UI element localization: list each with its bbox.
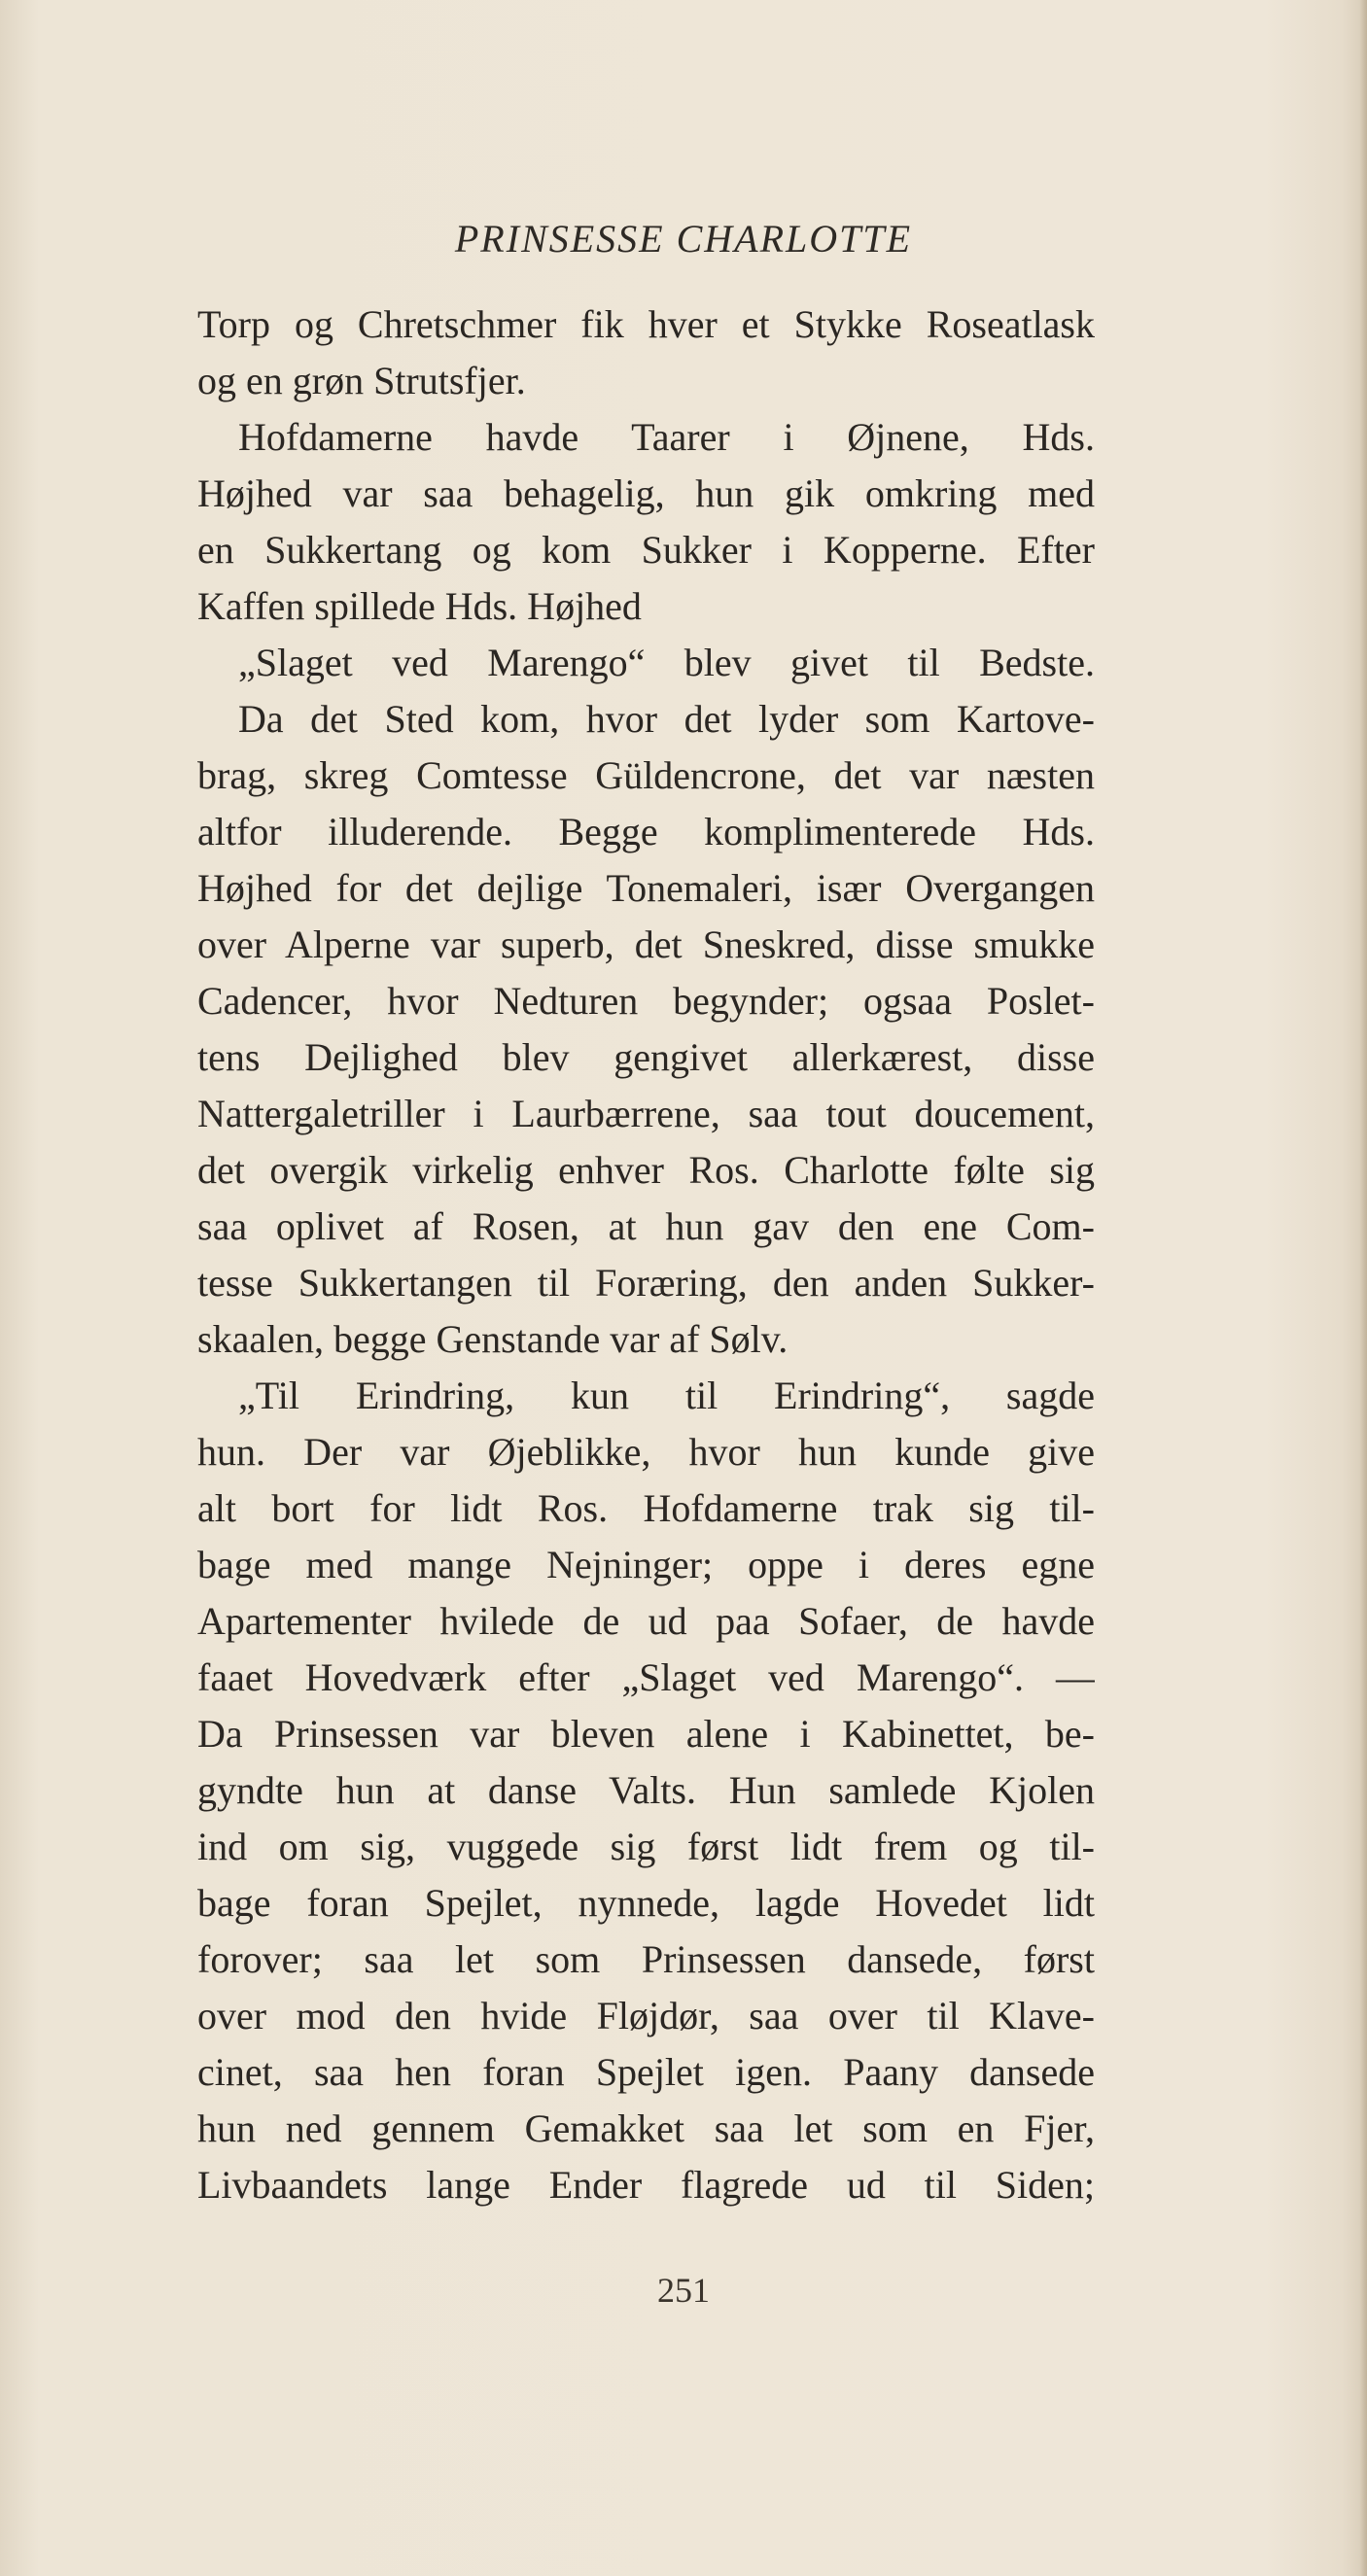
page-number: 251 (657, 2271, 710, 2310)
text-line: Cadencer, hvor Nedturen begynder; ogsaa Poslet- (197, 979, 1095, 1023)
text-line: det overgik virkelig enhver Ros. Charlotte følte sig (197, 1148, 1095, 1192)
text-line: gyndte hun at danse Valts. Hun samlede Kjolen (197, 1768, 1095, 1812)
text-line: Højhed for det dejlige Tonemaleri, især Overgangen (197, 866, 1095, 910)
text-line: cinet, saa hen foran Spejlet igen. Paany dansede (197, 2050, 1095, 2094)
text-line: faaet Hovedværk efter „Slaget ved Marengo“. — (197, 1655, 1095, 1699)
text-line: tens Dejlighed blev gengivet allerkærest, disse (197, 1035, 1095, 1079)
text-line: bage med mange Nejninger; oppe i deres egne (197, 1543, 1095, 1586)
page-edge-shadow (1359, 0, 1367, 2576)
text-line: Højhed var saa behagelig, hun gik omkring med (197, 471, 1095, 515)
text-line: Da det Sted kom, hvor det lyder som Kartove- (238, 697, 1095, 741)
text-line: forover; saa let som Prinsessen dansede, først (197, 1937, 1095, 1981)
text-line: altfor illuderende. Begge komplimenterede Hds. (197, 810, 1095, 853)
text-line: en Sukkertang og kom Sukker i Kopperne. Efter (197, 528, 1095, 572)
text-line: brag, skreg Comtesse Güldencrone, det var næsten (197, 753, 1095, 797)
text-line: Livbaandets lange Ender flagrede ud til Siden; (197, 2163, 1095, 2207)
text-line: tesse Sukkertangen til Foræring, den anden Sukker- (197, 1261, 1095, 1305)
text-line: Torp og Chretschmer fik hver et Stykke Roseatlask (197, 302, 1095, 346)
text-line: Hofdamerne havde Taarer i Øjnene, Hds. (238, 415, 1095, 459)
text-line: og en grøn Strutsfjer. (197, 359, 526, 402)
text-line: over Alperne var superb, det Sneskred, disse smukke (197, 922, 1095, 966)
running-head: PRINSESSE CHARLOTTE (454, 217, 913, 261)
body-text (197, 296, 1095, 2213)
text-line: over mod den hvide Fløjdør, saa over til Klave- (197, 1994, 1095, 2037)
text-line: bage foran Spejlet, nynnede, lagde Hovedet lidt (197, 1881, 1095, 1925)
text-line: „Til Erindring, kun til Erindring“, sagde (238, 1374, 1095, 1417)
text-line: ind om sig, vuggede sig først lidt frem og til- (197, 1825, 1095, 1868)
text-line: Da Prinsessen var bleven alene i Kabinettet, be- (197, 1712, 1095, 1756)
text-line: Apartementer hvilede de ud paa Sofaer, de havde (197, 1599, 1095, 1643)
text-line: hun ned gennem Gemakket saa let som en Fjer, (197, 2106, 1095, 2150)
text-line: hun. Der var Øjeblikke, hvor hun kunde give (197, 1430, 1095, 1474)
text-line: saa oplivet af Rosen, at hun gav den ene Com- (197, 1204, 1095, 1248)
text-line: Nattergaletriller i Laurbærrene, saa tout doucement, (197, 1092, 1095, 1135)
text-line: „Slaget ved Marengo“ blev givet til Bedste. (238, 641, 1095, 684)
text-line: alt bort for lidt Ros. Hofdamerne trak sig til- (197, 1486, 1095, 1530)
text-line: Kaffen spillede Hds. Højhed (197, 584, 642, 628)
text-line: skaalen, begge Genstande var af Sølv. (197, 1317, 789, 1361)
